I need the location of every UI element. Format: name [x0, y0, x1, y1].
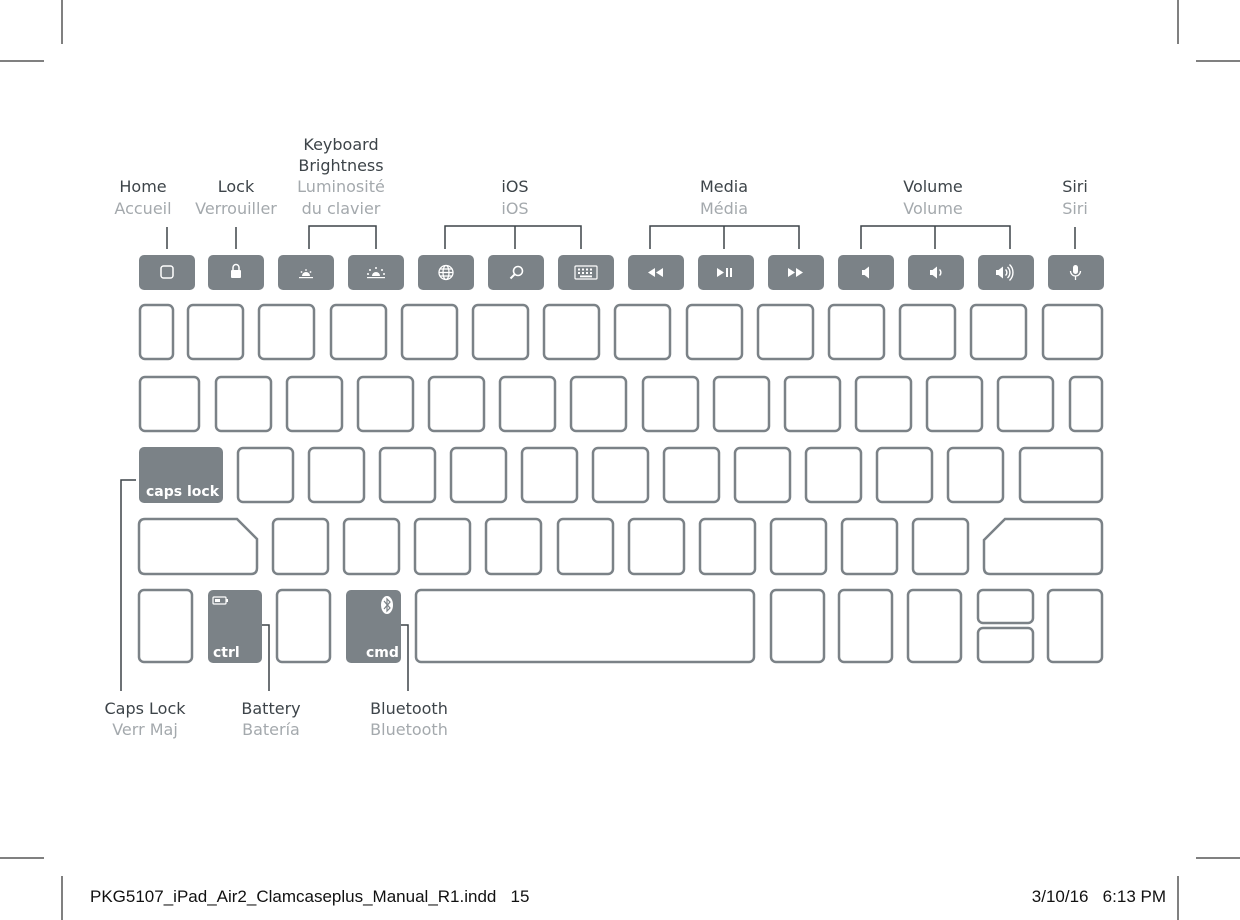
footer-timestamp: 3/10/16 6:13 PM — [1031, 887, 1166, 906]
svg-text:iOS: iOS — [501, 177, 529, 196]
function-row — [139, 255, 1104, 290]
svg-text:Verr Maj: Verr Maj — [112, 720, 178, 739]
svg-text:Caps Lock: Caps Lock — [104, 699, 186, 718]
key[interactable] — [140, 377, 199, 431]
bluetooth-icon — [381, 596, 393, 614]
svg-text:Media: Media — [699, 177, 749, 196]
key-search[interactable] — [488, 255, 544, 290]
label-siri — [1062, 177, 1088, 218]
svg-text:Keyboard: Keyboard — [303, 135, 379, 154]
key[interactable] — [643, 377, 698, 431]
key-ctrl[interactable] — [208, 590, 262, 663]
key-right-shift[interactable] — [984, 519, 1102, 574]
svg-text:Battery: Battery — [241, 699, 301, 718]
key-arrow-up[interactable] — [978, 590, 1033, 623]
svg-text:Verrouiller: Verrouiller — [195, 199, 277, 218]
key-volume-up[interactable] — [978, 255, 1034, 290]
svg-text:iOS: iOS — [501, 199, 529, 218]
key[interactable] — [558, 519, 613, 574]
key[interactable] — [451, 448, 506, 502]
key[interactable] — [140, 305, 173, 359]
key[interactable] — [998, 377, 1053, 431]
key[interactable] — [273, 519, 328, 574]
key[interactable] — [913, 519, 968, 574]
key[interactable] — [785, 377, 840, 431]
svg-text:cmd: cmd — [366, 645, 399, 661]
key[interactable] — [771, 519, 826, 574]
svg-text:Batería: Batería — [242, 720, 300, 739]
svg-text:Volume: Volume — [903, 199, 963, 218]
svg-text:Volume: Volume — [903, 177, 963, 196]
key[interactable] — [380, 448, 435, 502]
svg-text:Luminosité: Luminosité — [297, 177, 385, 196]
key[interactable] — [344, 519, 399, 574]
svg-text:ctrl: ctrl — [213, 645, 240, 661]
label-volume — [903, 177, 963, 218]
key-home[interactable] — [139, 255, 195, 290]
key[interactable] — [842, 519, 897, 574]
svg-text:Bluetooth: Bluetooth — [370, 720, 448, 739]
label-ios — [501, 177, 528, 218]
key[interactable] — [216, 377, 271, 431]
svg-text:caps lock: caps lock — [146, 484, 220, 500]
key[interactable] — [593, 448, 648, 502]
label-media — [700, 177, 748, 218]
label-caps-lock — [104, 699, 186, 739]
key-arrow-down[interactable] — [978, 628, 1033, 662]
key[interactable] — [309, 448, 364, 502]
key[interactable] — [473, 305, 528, 359]
key[interactable] — [486, 519, 541, 574]
key[interactable] — [806, 448, 861, 502]
key[interactable] — [500, 377, 555, 431]
key[interactable] — [735, 448, 790, 502]
svg-text:Siri: Siri — [1062, 177, 1088, 196]
key[interactable] — [927, 377, 982, 431]
key[interactable] — [287, 377, 342, 431]
key-space[interactable] — [416, 590, 754, 662]
key[interactable] — [948, 448, 1003, 502]
key[interactable] — [714, 377, 769, 431]
key[interactable] — [839, 590, 892, 662]
key[interactable] — [544, 305, 599, 359]
key[interactable] — [1070, 377, 1102, 431]
key[interactable] — [402, 305, 457, 359]
svg-text:Accueil: Accueil — [114, 199, 172, 218]
key[interactable] — [1043, 305, 1102, 359]
key[interactable] — [856, 377, 911, 431]
svg-text:Siri: Siri — [1062, 199, 1088, 218]
key[interactable] — [522, 448, 577, 502]
key[interactable] — [629, 519, 684, 574]
key[interactable] — [877, 448, 932, 502]
key[interactable] — [687, 305, 742, 359]
key-caps-lock[interactable] — [139, 447, 223, 503]
key-fn[interactable] — [139, 590, 192, 662]
label-bluetooth — [370, 699, 448, 739]
key[interactable] — [259, 305, 314, 359]
callout-lines-top — [167, 226, 1075, 249]
key[interactable] — [429, 377, 484, 431]
key[interactable] — [771, 590, 824, 662]
key[interactable] — [758, 305, 813, 359]
svg-text:Home: Home — [119, 177, 167, 196]
key[interactable] — [571, 377, 626, 431]
key[interactable] — [1020, 448, 1102, 502]
key-option[interactable] — [277, 590, 330, 662]
key[interactable] — [358, 377, 413, 431]
svg-text:Lock: Lock — [217, 177, 255, 196]
key[interactable] — [415, 519, 470, 574]
label-home — [114, 177, 171, 218]
svg-text:Média: Média — [699, 199, 749, 218]
svg-text:Bluetooth: Bluetooth — [370, 699, 448, 718]
svg-text:Brightness: Brightness — [298, 156, 384, 175]
key[interactable] — [971, 305, 1026, 359]
label-keyboard-brightness — [297, 135, 385, 218]
footer-filename: PKG5107_iPad_Air2_Clamcaseplus_Manual_R1.indd 15 — [90, 887, 530, 906]
key[interactable] — [664, 448, 719, 502]
key[interactable] — [900, 305, 955, 359]
svg-text:du clavier: du clavier — [301, 199, 381, 218]
key[interactable] — [615, 305, 670, 359]
key-outlines — [139, 305, 1102, 662]
key[interactable] — [188, 305, 243, 359]
label-battery — [241, 699, 300, 739]
key-left-shift[interactable] — [139, 519, 257, 574]
label-lock — [195, 177, 277, 218]
key[interactable] — [908, 590, 961, 662]
key[interactable] — [238, 448, 293, 502]
key-cmd[interactable] — [346, 590, 401, 663]
key[interactable] — [829, 305, 884, 359]
key[interactable] — [1048, 590, 1102, 662]
key[interactable] — [700, 519, 755, 574]
key[interactable] — [331, 305, 386, 359]
